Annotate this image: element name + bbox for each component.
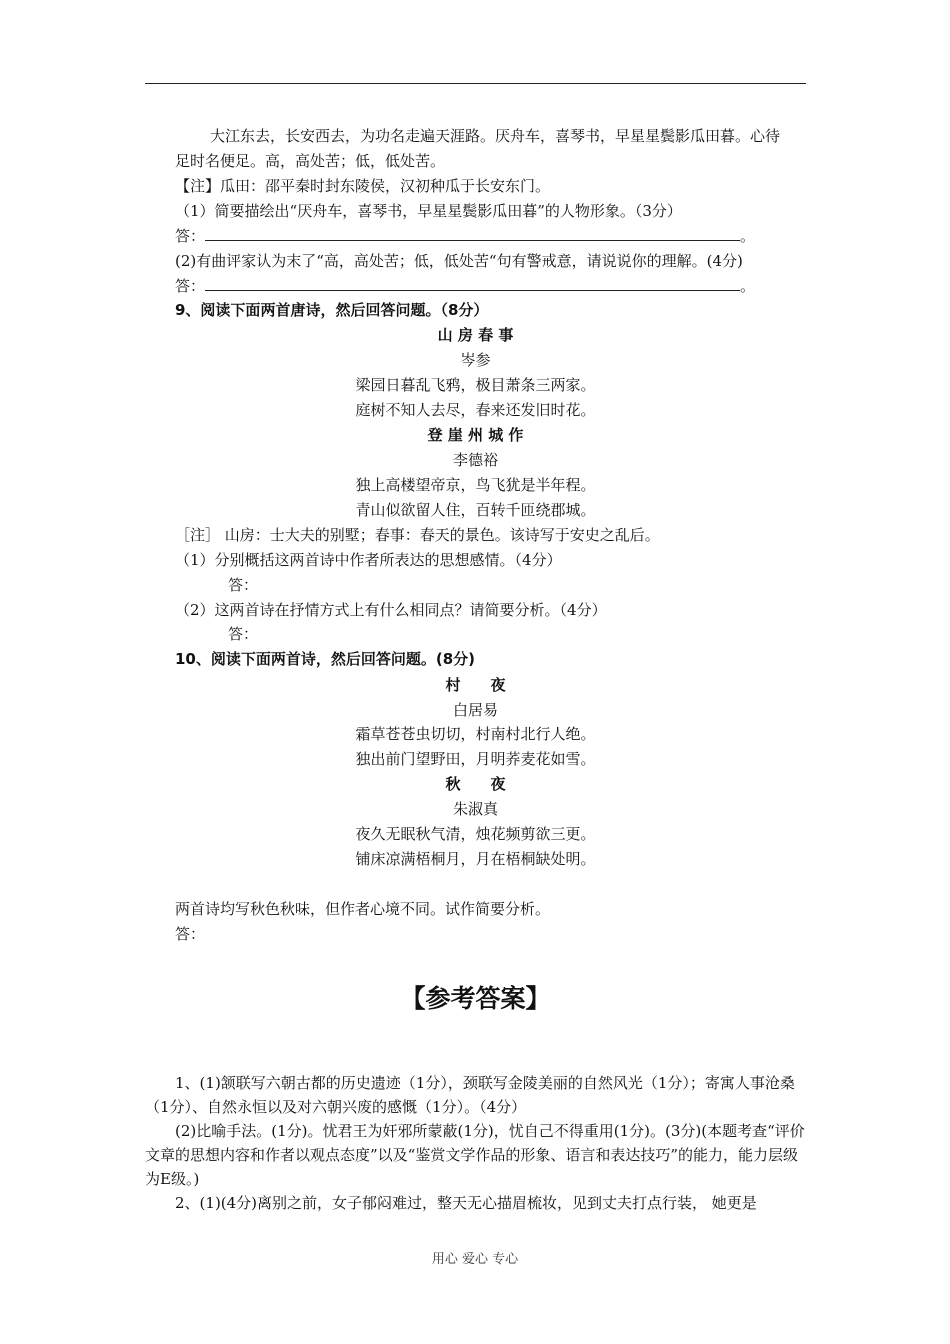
answer-paragraph: 1、(1)颔联写六朝古都的历史遗迹（1分），颈联写金陵美丽的自然风光（1分）；寄寓人事沧桑（1分）、自然永恒以及对六朝兴废的感慨（1分）。（4分） (145, 1074, 795, 1116)
question-heading: 10、阅读下面两首诗，然后回答问题。(8分) (175, 650, 476, 668)
page-footer: 用心 爱心 专心 (431, 1252, 519, 1267)
poem-author: 李德裕 (452, 451, 498, 469)
poem-line: 独上高楼望帝京，鸟飞犹是半年程。 (355, 476, 596, 494)
question-heading: 9、阅读下面两首唐诗，然后回答问题。（8分） (175, 301, 489, 319)
answer-label: 答： (175, 277, 206, 295)
answer-label: 答： (175, 925, 206, 943)
poem-line: 霜草苍苍虫切切，村南村北行人绝。 (355, 725, 596, 743)
poem-line: 梁园日暮乱飞鸦，极目萧条三两家。 (355, 376, 596, 394)
poem-line: 夜久无眠秋气清，烛花频剪欲三更。 (355, 825, 596, 843)
answer-end: 。 (740, 277, 756, 295)
question-text: （1）分别概括这两首诗中作者所表达的思想感情。（4分） (175, 551, 562, 569)
poem-line: 足时名便足。高，高处苦；低，低处苦。 (175, 152, 446, 170)
question-text: （2）这两首诗在抒情方式上有什么相同点？请简要分析。（4分） (175, 601, 607, 619)
poem-note: ［注］ 山房：士大夫的别墅；春事：春天的景色。该诗写于安史之乱后。 (175, 526, 660, 544)
answer-paragraph: (2)比喻手法。(1分)。忧君王为奸邪所蒙蔽(1分)，忧自己不得重用(1分)。(3分)(本题考查“评价文章的思想内容和作者以观点态度”以及“鉴赏文学作品的形象、语言和表达技巧”的能力，能力层级为E级。) (145, 1122, 805, 1188)
poem-title: 登 崖 州 城 作 (427, 426, 524, 444)
answer-label: 答： (228, 576, 259, 594)
poem-line: 青山似欲留人住，百转千匝绕郡城。 (355, 501, 596, 519)
answer-label: 答： (175, 227, 206, 245)
answer-row (175, 274, 755, 299)
poem-title: 村 夜 (445, 676, 506, 694)
answer-blank[interactable] (205, 226, 740, 241)
poem-title: 山 房 春 事 (437, 326, 514, 344)
poem-line: 铺床凉满梧桐月，月在梧桐缺处明。 (355, 850, 596, 868)
answer-row (175, 224, 755, 249)
poem-note: 【注】瓜田：邵平秦时封东陵侯，汉初种瓜于长安东门。 (175, 177, 551, 195)
answer-blank[interactable] (205, 276, 740, 291)
poem-author: 朱淑真 (452, 800, 498, 818)
answer-paragraph: 2、(1)(4分)离别之前，女子郁闷难过，整天无心描眉梳妆，见到丈夫打点行装， 她更是 (175, 1194, 757, 1212)
question-text: （1）简要描绘出“厌舟车，喜琴书，早星星鬓影瓜田暮”的人物形象。（3分） (175, 202, 682, 220)
answer-end: 。 (740, 227, 756, 245)
answers-title: 【参考答案】 (400, 984, 551, 1013)
question-text: 两首诗均写秋色秋味，但作者心境不同。试作简要分析。 (175, 900, 551, 918)
poem-title: 秋 夜 (445, 775, 506, 793)
poem-line: 庭树不知人去尽，春来还发旧时花。 (355, 401, 596, 419)
poem-line: 大江东去，长安西去，为功名走遍天涯路。厌舟车，喜琴书，早星星鬓影瓜田暮。心待 (210, 127, 781, 145)
poem-line: 独出前门望野田，月明荞麦花如雪。 (355, 750, 596, 768)
poem-author: 白居易 (452, 701, 498, 719)
header-rule (145, 83, 806, 84)
answer-label: 答： (228, 625, 259, 643)
poem-author: 岑参 (460, 351, 491, 369)
question-text: (2)有曲评家认为末了“高，高处苦；低，低处苦“句有警戒意，请说说你的理解。(4分) (175, 252, 743, 270)
